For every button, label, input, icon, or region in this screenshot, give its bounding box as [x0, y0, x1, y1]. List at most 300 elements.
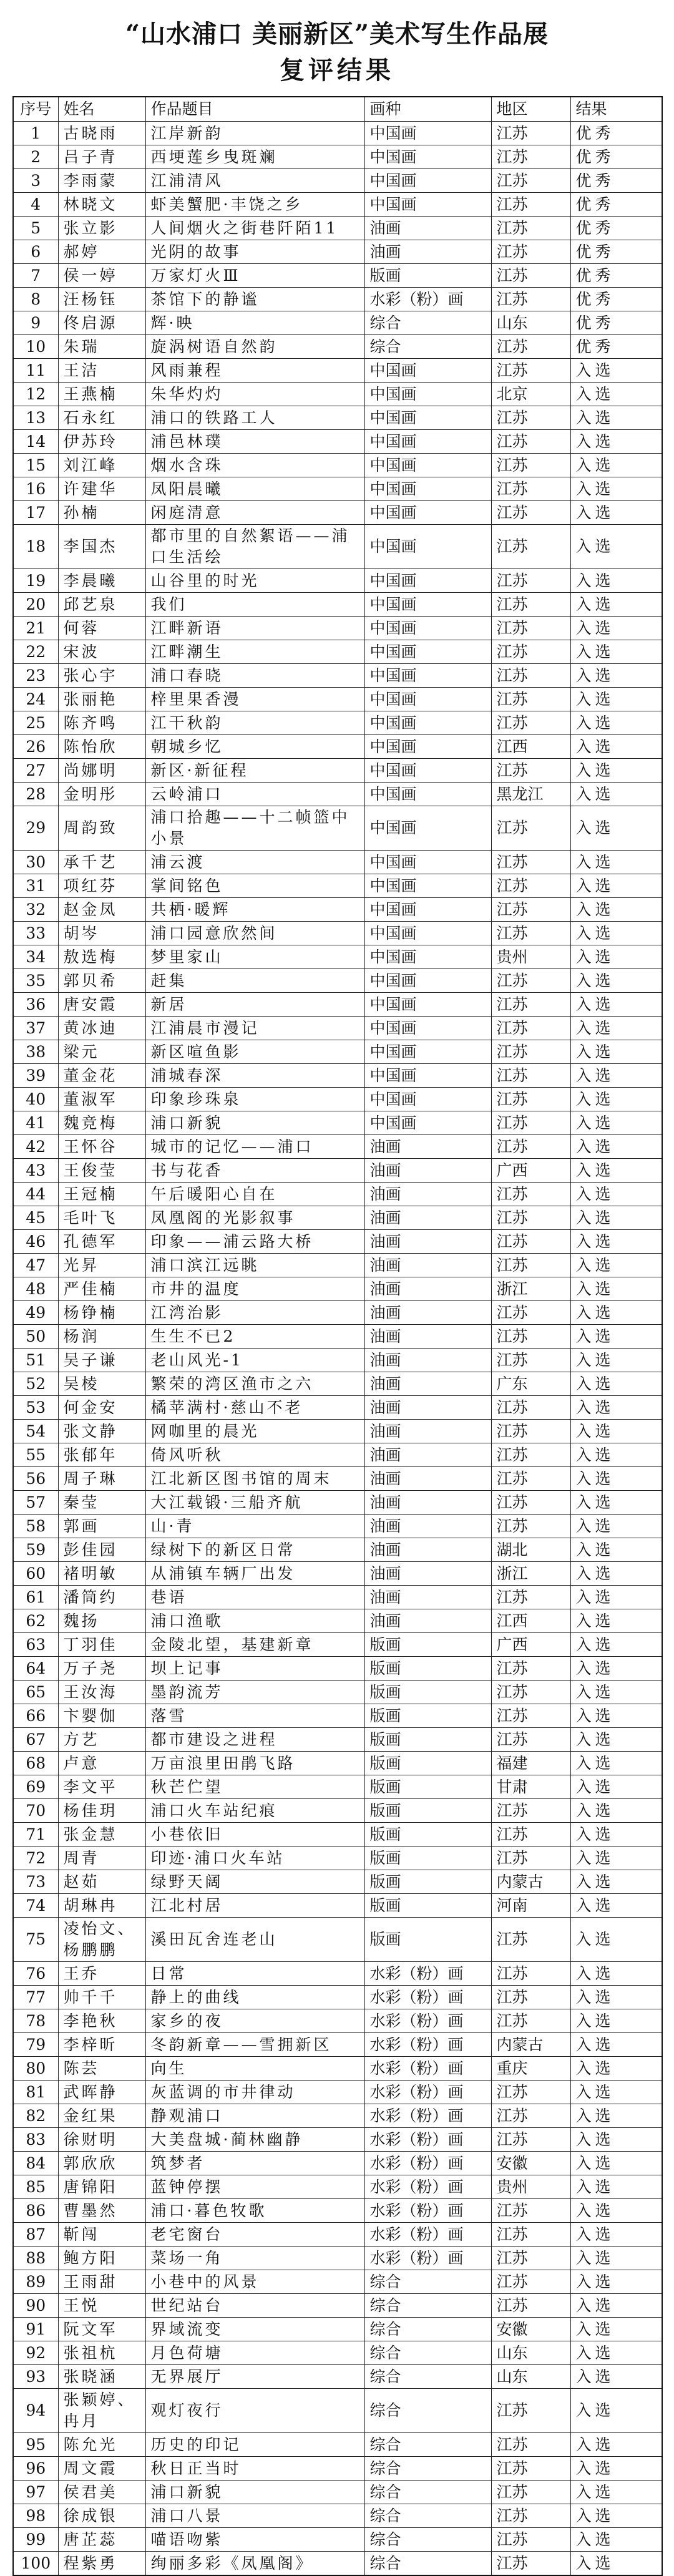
table-row	[13, 1962, 662, 1986]
cell-number: 98	[13, 2504, 58, 2528]
cell-medium: 水彩（粉）画	[364, 2152, 491, 2175]
cell-number: 95	[13, 2433, 58, 2457]
cell-result: 入选	[570, 406, 662, 430]
cell-name: 靳闯	[58, 2223, 145, 2247]
cell-work-title: 无界展厅	[145, 2365, 364, 2389]
cell-number: 87	[13, 2223, 58, 2247]
cell-region: 江苏	[491, 2433, 570, 2457]
cell-region: 江苏	[491, 264, 570, 288]
cell-name: 尚娜明	[58, 759, 145, 783]
cell-name: 黄冰迪	[58, 1017, 145, 1040]
results-subtitle: 复评结果	[280, 56, 394, 85]
cell-medium: 中国画	[364, 851, 491, 874]
table-row	[13, 1823, 662, 1847]
cell-medium: 中国画	[364, 1111, 491, 1135]
table-row	[13, 264, 662, 288]
cell-work-title: 浦口园意欣然间	[145, 922, 364, 945]
cell-number: 55	[13, 1443, 58, 1467]
cell-result: 入选	[570, 2552, 662, 2576]
table-row	[13, 1396, 662, 1420]
cell-name: 郝婷	[58, 240, 145, 264]
cell-number: 71	[13, 1823, 58, 1847]
cell-result: 入选	[570, 1301, 662, 1325]
cell-result: 入选	[570, 569, 662, 593]
cell-name: 周青	[58, 1847, 145, 1870]
cell-name: 梁元	[58, 1040, 145, 1064]
table-row	[13, 335, 662, 359]
cell-number: 96	[13, 2457, 58, 2481]
cell-number: 50	[13, 1325, 58, 1349]
cell-medium: 油画	[364, 1538, 491, 1562]
table-row	[13, 1609, 662, 1633]
cell-work-title: 菜场一角	[145, 2247, 364, 2270]
table-row	[13, 1206, 662, 1230]
cell-name: 王怀谷	[58, 1135, 145, 1159]
cell-region: 黑龙江	[491, 783, 570, 806]
cell-number: 39	[13, 1064, 58, 1088]
table-row	[13, 1918, 662, 1962]
cell-region: 内蒙古	[491, 2033, 570, 2057]
cell-result: 优秀	[570, 193, 662, 217]
cell-medium: 综合	[364, 311, 491, 335]
cell-number: 81	[13, 2081, 58, 2104]
cell-work-title: 都市里的自然絮语——浦口生活绘	[145, 525, 364, 569]
cell-region: 安徽	[491, 2318, 570, 2341]
cell-number: 97	[13, 2481, 58, 2504]
cell-name: 赵茹	[58, 1870, 145, 1894]
cell-result: 入选	[570, 2104, 662, 2128]
table-row	[13, 169, 662, 193]
cell-name: 王雨甜	[58, 2270, 145, 2294]
cell-region: 江苏	[491, 477, 570, 501]
cell-work-title: 大美盘城·蔺林幽静	[145, 2128, 364, 2152]
cell-number: 90	[13, 2294, 58, 2318]
table-row	[13, 2057, 662, 2081]
cell-name: 敖选梅	[58, 945, 145, 969]
cell-work-title: 向生	[145, 2057, 364, 2081]
cell-work-title: 大江载锻·三船齐航	[145, 1491, 364, 1515]
cell-number: 47	[13, 1254, 58, 1277]
cell-region: 江苏	[491, 711, 570, 735]
cell-name: 帅千千	[58, 1986, 145, 2009]
cell-region: 江苏	[491, 1206, 570, 1230]
cell-medium: 油画	[364, 1372, 491, 1396]
cell-region: 江苏	[491, 1183, 570, 1206]
cell-medium: 中国画	[364, 688, 491, 711]
cell-number: 19	[13, 569, 58, 593]
cell-work-title: 繁荣的湾区渔市之六	[145, 1372, 364, 1396]
cell-medium: 综合	[364, 2504, 491, 2528]
cell-number: 26	[13, 735, 58, 759]
cell-work-title: 秋日正当时	[145, 2457, 364, 2481]
cell-work-title: 浦口八景	[145, 2504, 364, 2528]
cell-result: 入选	[570, 2223, 662, 2247]
cell-medium: 油画	[364, 240, 491, 264]
cell-work-title: 印象珍珠泉	[145, 1088, 364, 1111]
cell-number: 64	[13, 1657, 58, 1681]
table-row	[13, 1040, 662, 1064]
cell-medium: 中国画	[364, 640, 491, 664]
cell-region: 江苏	[491, 851, 570, 874]
cell-result: 入选	[570, 1870, 662, 1894]
table-row	[13, 2175, 662, 2199]
cell-work-title: 江畔潮生	[145, 640, 364, 664]
cell-name: 张颖婷、冉月	[58, 2389, 145, 2433]
cell-region: 江苏	[491, 2504, 570, 2528]
cell-medium: 中国画	[364, 783, 491, 806]
cell-number: 82	[13, 2104, 58, 2128]
cell-result: 入选	[570, 1823, 662, 1847]
cell-medium: 中国画	[364, 759, 491, 783]
cell-region: 江苏	[491, 1301, 570, 1325]
cell-medium: 综合	[364, 2433, 491, 2457]
cell-region: 江苏	[491, 1064, 570, 1088]
cell-work-title: 共栖·暖辉	[145, 898, 364, 922]
cell-medium: 中国画	[364, 1040, 491, 1064]
cell-result: 入选	[570, 1206, 662, 1230]
cell-result: 入选	[570, 2341, 662, 2365]
cell-name: 李文平	[58, 1775, 145, 1799]
cell-medium: 水彩（粉）画	[364, 2057, 491, 2081]
cell-work-title: 落雪	[145, 1704, 364, 1728]
cell-number: 33	[13, 922, 58, 945]
cell-name: 郭欣欣	[58, 2152, 145, 2175]
cell-name: 郭贝希	[58, 969, 145, 993]
cell-name: 林晓文	[58, 193, 145, 217]
table-row	[13, 898, 662, 922]
cell-number: 16	[13, 477, 58, 501]
cell-name: 吴棱	[58, 1372, 145, 1396]
cell-work-title: 江湾治影	[145, 1301, 364, 1325]
cell-region: 安徽	[491, 2152, 570, 2175]
cell-region: 江苏	[491, 1396, 570, 1420]
cell-work-title: 江干秋韵	[145, 711, 364, 735]
table-row	[13, 1088, 662, 1111]
table-row	[13, 2223, 662, 2247]
cell-region: 江苏	[491, 1728, 570, 1752]
cell-region: 江苏	[491, 2223, 570, 2247]
cell-work-title: 光阴的故事	[145, 240, 364, 264]
cell-result: 入选	[570, 2033, 662, 2057]
cell-number: 89	[13, 2270, 58, 2294]
cell-name: 凌怡文、杨鹏鹏	[58, 1918, 145, 1962]
cell-number: 56	[13, 1467, 58, 1491]
cell-name: 丁羽佳	[58, 1633, 145, 1657]
cell-medium: 水彩（粉）画	[364, 1962, 491, 1986]
cell-region: 江苏	[491, 217, 570, 240]
table-row	[13, 1538, 662, 1562]
cell-work-title: 午后暖阳心自在	[145, 1183, 364, 1206]
cell-result: 入选	[570, 851, 662, 874]
cell-name: 魏竞梅	[58, 1111, 145, 1135]
cell-region: 江苏	[491, 1847, 570, 1870]
cell-region: 江苏	[491, 593, 570, 617]
cell-name: 周文霞	[58, 2457, 145, 2481]
cell-medium: 油画	[364, 1420, 491, 1443]
cell-number: 18	[13, 525, 58, 569]
table-row	[13, 454, 662, 477]
cell-result: 入选	[570, 759, 662, 783]
cell-medium: 油画	[364, 1491, 491, 1515]
cell-medium: 版画	[364, 1681, 491, 1704]
cell-medium: 中国画	[364, 454, 491, 477]
table-row	[13, 2033, 662, 2057]
cell-region: 江苏	[491, 617, 570, 640]
table-row	[13, 640, 662, 664]
cell-work-title: 日常	[145, 1962, 364, 1986]
cell-name: 徐财明	[58, 2128, 145, 2152]
cell-region: 山东	[491, 311, 570, 335]
cell-name: 鲍方阳	[58, 2247, 145, 2270]
table-row	[13, 993, 662, 1017]
cell-medium: 油画	[364, 1443, 491, 1467]
table-row	[13, 193, 662, 217]
table-row	[13, 383, 662, 406]
cell-number: 8	[13, 288, 58, 311]
cell-number: 1	[13, 122, 58, 145]
cell-work-title: 风雨兼程	[145, 359, 364, 383]
cell-name: 卢意	[58, 1752, 145, 1775]
table-row	[13, 783, 662, 806]
cell-number: 77	[13, 1986, 58, 2009]
cell-result: 入选	[570, 1254, 662, 1277]
cell-name: 承千艺	[58, 851, 145, 874]
cell-result: 入选	[570, 2294, 662, 2318]
cell-number: 5	[13, 217, 58, 240]
cell-result: 入选	[570, 1017, 662, 1040]
cell-number: 35	[13, 969, 58, 993]
cell-work-title: 朝城乡忆	[145, 735, 364, 759]
cell-result: 入选	[570, 593, 662, 617]
cell-region: 江苏	[491, 406, 570, 430]
table-row	[13, 1372, 662, 1396]
cell-medium: 中国画	[364, 569, 491, 593]
cell-medium: 综合	[364, 2270, 491, 2294]
cell-result: 入选	[570, 1443, 662, 1467]
cell-number: 53	[13, 1396, 58, 1420]
cell-work-title: 金陵北望，基建新章	[145, 1633, 364, 1657]
cell-work-title: 绿野天阔	[145, 1870, 364, 1894]
table-row	[13, 1277, 662, 1301]
cell-work-title: 赶集	[145, 969, 364, 993]
cell-name: 陈齐鸣	[58, 711, 145, 735]
cell-number: 14	[13, 430, 58, 454]
cell-name: 张文静	[58, 1420, 145, 1443]
cell-work-title: 从浦镇车辆厂出发	[145, 1562, 364, 1586]
cell-region: 江苏	[491, 1443, 570, 1467]
cell-work-title: 浦云渡	[145, 851, 364, 874]
cell-work-title: 虾美蟹肥·丰饶之乡	[145, 193, 364, 217]
cell-region: 江苏	[491, 898, 570, 922]
cell-medium: 油画	[364, 1206, 491, 1230]
cell-medium: 综合	[364, 2481, 491, 2504]
cell-work-title: 西埂莲乡曳斑斓	[145, 145, 364, 169]
table-row	[13, 2504, 662, 2528]
cell-medium: 版画	[364, 1728, 491, 1752]
cell-medium: 版画	[364, 1847, 491, 1870]
cell-number: 60	[13, 1562, 58, 1586]
cell-work-title: 江北新区图书馆的周末	[145, 1467, 364, 1491]
cell-medium: 油画	[364, 1277, 491, 1301]
table-row	[13, 2341, 662, 2365]
table-row	[13, 969, 662, 993]
table-row	[13, 1254, 662, 1277]
cell-work-title: 浦邑林璞	[145, 430, 364, 454]
cell-name: 程紫勇	[58, 2552, 145, 2576]
cell-name: 严佳楠	[58, 1277, 145, 1301]
cell-result: 入选	[570, 2365, 662, 2389]
cell-work-title: 市井的温度	[145, 1277, 364, 1301]
table-row	[13, 2199, 662, 2223]
cell-region: 福建	[491, 1752, 570, 1775]
cell-name: 李雨蒙	[58, 169, 145, 193]
cell-region: 江苏	[491, 2128, 570, 2152]
cell-work-title: 万亩浪里田鹃飞路	[145, 1752, 364, 1775]
cell-medium: 版画	[364, 1799, 491, 1823]
table-body	[13, 122, 662, 2576]
cell-result: 入选	[570, 969, 662, 993]
table-row	[13, 2294, 662, 2318]
cell-region: 江苏	[491, 993, 570, 1017]
cell-result: 入选	[570, 1609, 662, 1633]
cell-work-title: 溪田瓦舍连老山	[145, 1918, 364, 1962]
cell-name: 李梓昕	[58, 2033, 145, 2057]
cell-region: 江苏	[491, 1254, 570, 1277]
cell-region: 江苏	[491, 1230, 570, 1254]
table-row	[13, 2104, 662, 2128]
cell-name: 张立影	[58, 217, 145, 240]
cell-work-title: 都市建设之进程	[145, 1728, 364, 1752]
cell-name: 卞婴伽	[58, 1704, 145, 1728]
table-row	[13, 2247, 662, 2270]
cell-result: 入选	[570, 477, 662, 501]
cell-region: 江苏	[491, 922, 570, 945]
cell-medium: 中国画	[364, 1064, 491, 1088]
cell-name: 伊苏玲	[58, 430, 145, 454]
cell-result: 优秀	[570, 122, 662, 145]
table-row	[13, 430, 662, 454]
cell-medium: 中国画	[364, 430, 491, 454]
table-row	[13, 359, 662, 383]
cell-number: 70	[13, 1799, 58, 1823]
table-row	[13, 217, 662, 240]
cell-name: 张郁年	[58, 1443, 145, 1467]
cell-name: 李晨曦	[58, 569, 145, 593]
cell-region: 江苏	[491, 1657, 570, 1681]
cell-name: 张祖杭	[58, 2341, 145, 2365]
cell-result: 入选	[570, 2128, 662, 2152]
table-row	[13, 122, 662, 145]
cell-work-title: 静观浦口	[145, 2104, 364, 2128]
cell-name: 邱艺泉	[58, 593, 145, 617]
table-row	[13, 525, 662, 569]
cell-number: 27	[13, 759, 58, 783]
header-region: 地区	[491, 97, 570, 122]
cell-work-title: 云岭浦口	[145, 783, 364, 806]
cell-work-title: 老山风光-1	[145, 1349, 364, 1372]
cell-name: 方艺	[58, 1728, 145, 1752]
cell-result: 入选	[570, 1728, 662, 1752]
cell-result: 入选	[570, 525, 662, 569]
cell-region: 江苏	[491, 640, 570, 664]
cell-region: 江苏	[491, 359, 570, 383]
cell-result: 入选	[570, 1847, 662, 1870]
cell-number: 7	[13, 264, 58, 288]
cell-region: 江西	[491, 1609, 570, 1633]
table-row	[13, 2389, 662, 2433]
cell-medium: 油画	[364, 1396, 491, 1420]
cell-result: 优秀	[570, 217, 662, 240]
table-row	[13, 2128, 662, 2152]
cell-region: 江苏	[491, 874, 570, 898]
cell-result: 入选	[570, 898, 662, 922]
cell-number: 100	[13, 2552, 58, 2576]
cell-region: 江西	[491, 735, 570, 759]
table-row	[13, 806, 662, 851]
cell-name: 孙楠	[58, 501, 145, 525]
cell-result: 入选	[570, 711, 662, 735]
cell-result: 入选	[570, 1538, 662, 1562]
cell-medium: 水彩（粉）画	[364, 2033, 491, 2057]
cell-number: 75	[13, 1918, 58, 1962]
cell-work-title: 静上的曲线	[145, 1986, 364, 2009]
cell-work-title: 喵语吻紫	[145, 2528, 364, 2552]
cell-medium: 水彩（粉）画	[364, 2128, 491, 2152]
cell-number: 25	[13, 711, 58, 735]
cell-work-title: 小巷中的风景	[145, 2270, 364, 2294]
cell-name: 佟启源	[58, 311, 145, 335]
cell-medium: 中国画	[364, 122, 491, 145]
table-row	[13, 2433, 662, 2457]
cell-name: 汪杨钰	[58, 288, 145, 311]
cell-medium: 中国画	[364, 945, 491, 969]
cell-work-title: 闲庭清意	[145, 501, 364, 525]
cell-number: 93	[13, 2365, 58, 2389]
cell-medium: 版画	[364, 1657, 491, 1681]
cell-medium: 中国画	[364, 898, 491, 922]
cell-work-title: 印象——浦云路大桥	[145, 1230, 364, 1254]
header-work-title: 作品题目	[145, 97, 364, 122]
cell-region: 江苏	[491, 2528, 570, 2552]
cell-medium: 水彩（粉）画	[364, 2175, 491, 2199]
cell-medium: 版画	[364, 1775, 491, 1799]
cell-medium: 版画	[364, 1894, 491, 1918]
cell-result: 入选	[570, 2009, 662, 2033]
cell-region: 江苏	[491, 1467, 570, 1491]
cell-result: 入选	[570, 1704, 662, 1728]
table-row	[13, 1894, 662, 1918]
cell-result: 入选	[570, 1111, 662, 1135]
cell-result: 入选	[570, 1088, 662, 1111]
cell-medium: 油画	[364, 1159, 491, 1183]
cell-number: 84	[13, 2152, 58, 2175]
cell-number: 44	[13, 1183, 58, 1206]
cell-result: 入选	[570, 617, 662, 640]
cell-region: 江苏	[491, 1586, 570, 1609]
cell-region: 江苏	[491, 1017, 570, 1040]
cell-result: 入选	[570, 2081, 662, 2104]
cell-number: 28	[13, 783, 58, 806]
cell-number: 21	[13, 617, 58, 640]
cell-region: 广西	[491, 1159, 570, 1183]
cell-work-title: 浦口新貌	[145, 1111, 364, 1135]
cell-medium: 中国画	[364, 617, 491, 640]
cell-medium: 中国画	[364, 145, 491, 169]
cell-name: 何金安	[58, 1396, 145, 1420]
cell-name: 金红果	[58, 2104, 145, 2128]
cell-result: 入选	[570, 2057, 662, 2081]
cell-name: 杨佳玥	[58, 1799, 145, 1823]
